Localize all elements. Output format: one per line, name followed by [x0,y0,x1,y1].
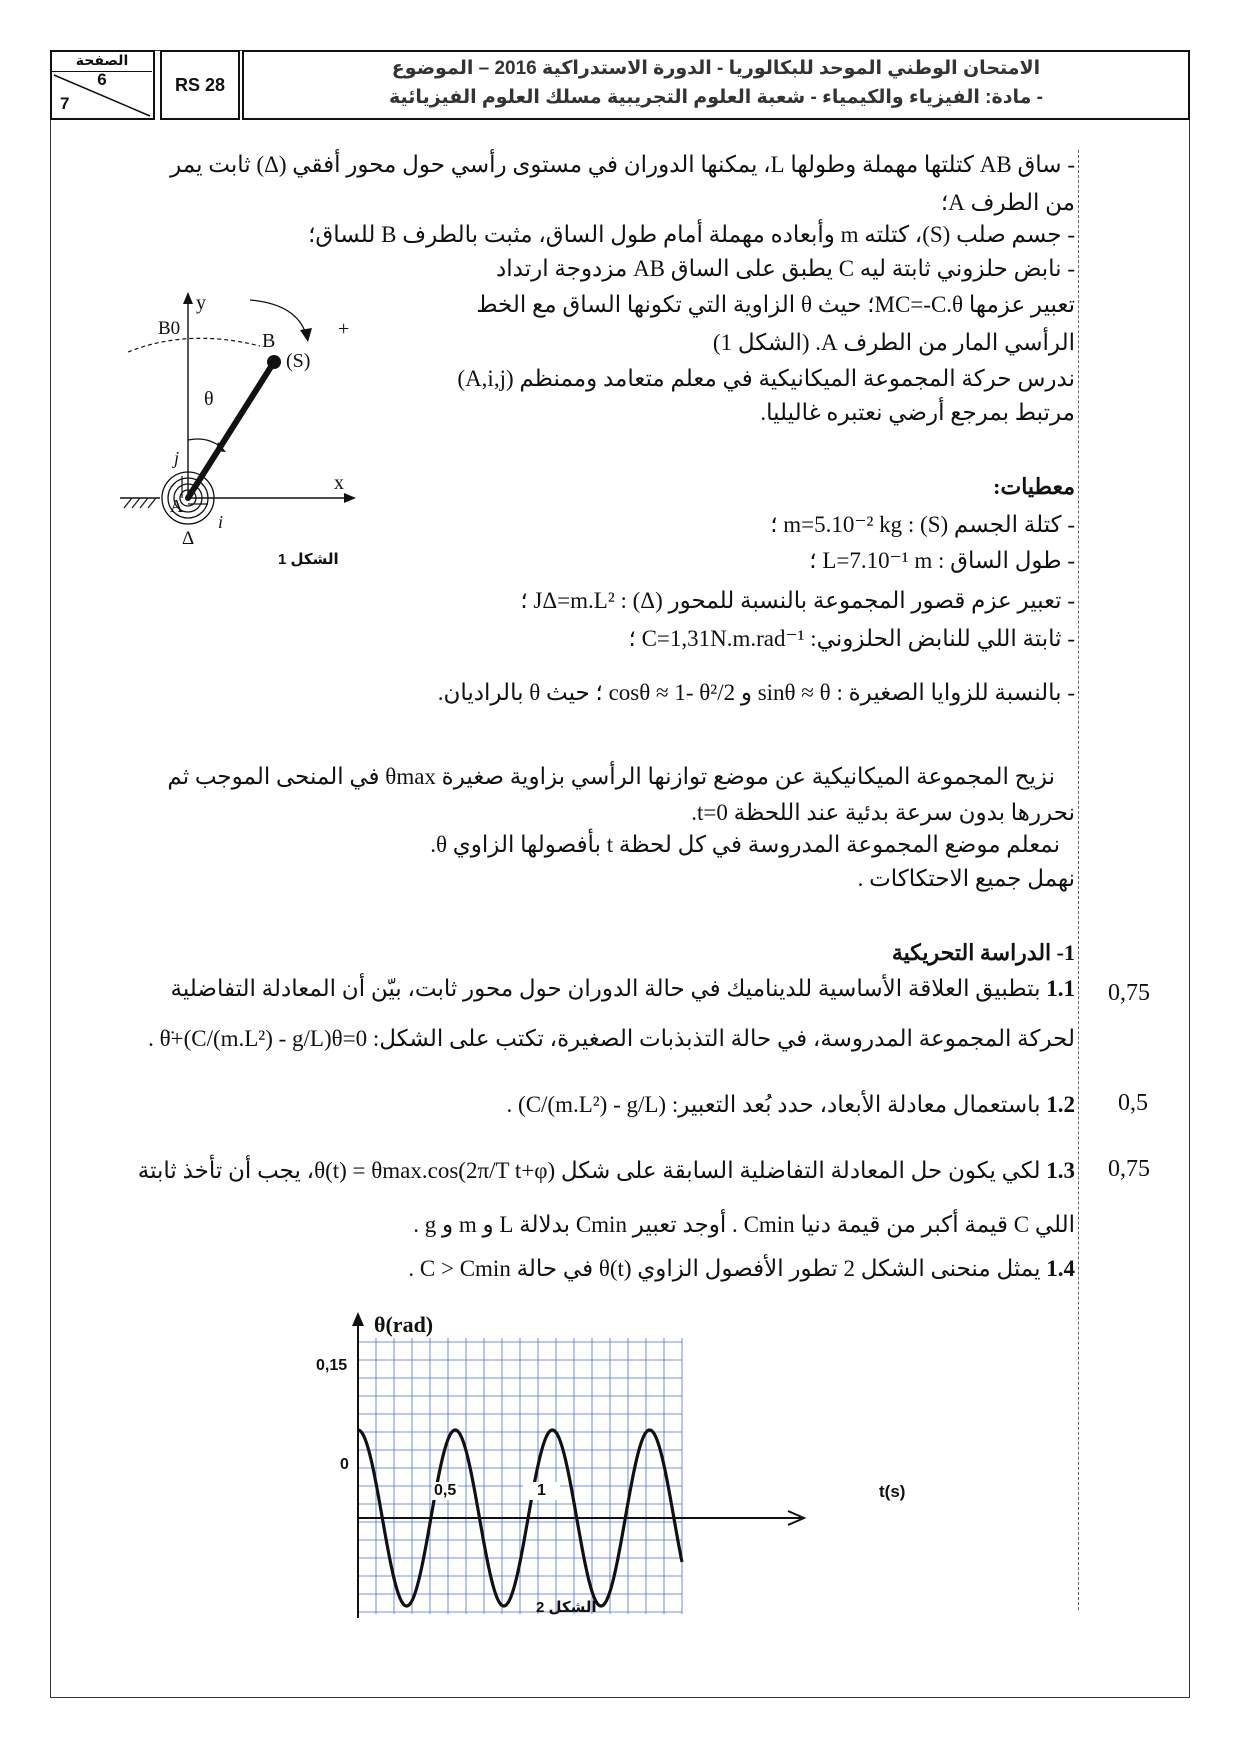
fig1-label-b: B [262,330,276,352]
intro-line-8: مرتبط بمرجع أرضي نعتبره غاليليا. [760,400,1075,425]
fig1-label-b0: B0 [158,318,181,339]
fig1-label-s: (S) [286,350,311,372]
intro-line-7: ندرس حركة المجموعة الميكانيكية في معلم متعامد وممنظم (A,i,j) [457,366,1075,391]
intro-line-6: الرأسي المار من الطرف A. (الشكل 1) [712,330,1075,355]
intro-line-3: - جسم صلب (S)، كتلته m وأبعاده مهملة أمام طول الساق، مثبت بالطرف B للساق؛ [308,222,1075,247]
fig1-label-i: i [218,512,224,532]
intro-line-2: من الطرف A؛ [940,190,1075,215]
chart-xlabel: t(s) [879,1482,906,1501]
chart-caption: الشكل 2 [536,1599,597,1616]
section-title: 1- الدراسة التحريكية [891,940,1075,965]
margin-divider [1078,150,1079,1610]
y-arrow [183,292,193,304]
q-1-4-text: يمثل منحنى الشكل 2 تطور الأفصول الزاوي θ(t) في حالة C > Cmin . [408,1256,1041,1281]
intro-line-5: تعبير عزمها MC=-C.θ؛ حيث θ الزاوية التي تكونها الساق مع الخط [476,292,1075,317]
title-box [242,50,1190,120]
ytick-label-0: 0 [340,1456,349,1473]
page-number-box [50,50,155,120]
intro-line-4: - نابض حلزوني ثابتة ليه C يطبق على الساق AB مزدوجة ارتداد [496,256,1075,281]
question-1-4 [408,1256,1075,1282]
fig1-label-plus: + [338,318,350,340]
fig1-label-a: A [170,496,183,516]
ground-hatch [124,498,156,508]
fig1-label-delta: Δ [182,528,195,549]
exam-title-line1: الامتحان الوطني الموحد للبكالوريا - الدورة الاستدراكية 2016 – الموضوع [391,58,1041,79]
question-1-1 [171,976,1075,1002]
q-1-2-text: باستعمال معادلة الأبعاد، حدد بُعد التعبير: (C/(m.L²) - g/L) . [506,1092,1041,1117]
intro-line-1: - ساق AB كتلتها مهملة وطولها L، يمكنها الدوران في مستوى رأسي حول محور أفقي (Δ) ثابت يمر [170,152,1075,177]
data-item-5: - بالنسبة للزوايا الصغيرة : sinθ ≈ θ و cosθ ≈ 1- θ²/2 ؛ حيث θ بالراديان. [437,680,1075,705]
q-1-2-mark: 0,5 [1118,1090,1148,1116]
data-item-3: - تعبير عزم قصور المجموعة بالنسبة للمحور (Δ) : JΔ=m.L² ؛ [520,588,1075,613]
question-1-3 [138,1158,1075,1184]
theta-arc [188,439,222,448]
data-item-4: - ثابتة اللي للنابض الحلزوني: C=1,31N.m.rad⁻¹ ؛ [628,626,1075,651]
q-1-3-text: لكي يكون حل المعادلة التفاضلية السابقة على شكل θ(t) = θmax.cos(2π/T t+φ)، يجب أن تأخذ ثابتة [137,1158,1041,1183]
page-label: الصفحة [75,52,129,68]
ytick-label-0-15: 0,15 [316,1357,348,1374]
q-1-1-text: بتطبيق العلاقة الأساسية للديناميك في حالة الدوران حول محور ثابت، بيّن أن المعادلة التفاضلية [170,976,1041,1001]
q-1-2-num: 1.2 [1046,1092,1075,1117]
question-1-1-line2: لحركة المجموعة المدروسة، في حالة التذبذبات الصغيرة، تكتب على الشكل: θ̈+(C/(m.L²) - g/L)θ=0 . [148,1026,1075,1051]
q-1-1-num: 1.1 [1046,976,1075,1001]
rotation-arrow [250,300,306,334]
x-arrow [344,493,356,503]
procedure-line-1: نزيح المجموعة الميكانيكية عن موضع توازنها الرأسي بزاوية صغيرة θmax في المنحى الموجب ثم [167,764,1055,789]
fig1-label-theta: θ [204,388,214,410]
q-1-3-mark: 0,75 [1108,1156,1150,1182]
figure2-chart [310,1310,920,1730]
fig1-label-x: x [334,472,344,494]
exam-title-line2: - مادة: الفيزياء والكيمياء - شعبة العلوم التجريبية مسلك العلوم الفيزيائية [389,87,1043,108]
fig1-label-y: y [196,292,206,314]
chart-ylabel: θ(rad) [374,1312,434,1337]
procedure-line-2: نحررها بدون سرعة بدئية عند اللحظة t=0. [691,800,1075,825]
rotation-arrowhead [300,328,312,342]
fig1-caption: الشكل 1 [278,551,339,568]
exam-code: RS 28 [174,74,226,95]
rod-ab [188,362,274,498]
pivot-a [185,495,191,501]
xtick-label-1: 1 [523,1482,560,1500]
data-title: معطيات: [993,474,1075,499]
q-1-3-num: 1.3 [1046,1158,1075,1183]
exam-code-box [160,50,240,120]
data-item-2: - طول الساق : L=7.10⁻¹ m ؛ [809,548,1075,573]
trajectory-arc [128,338,260,352]
q-1-1-mark: 0,75 [1108,980,1150,1006]
solid-s [267,355,281,369]
question-1-2 [507,1092,1075,1118]
data-item-1: - كتلة الجسم (S) : m=5.10⁻² kg ؛ [770,512,1075,537]
procedure-line-3: نمعلم موضع المجموعة المدروسة في كل لحظة t بأفصولها الزاوي θ. [430,832,1060,857]
question-1-3-line2: اللي C قيمة أكبر من قيمة دنيا Cmin . أوجد تعبير Cmin بدلالة L و m و g . [413,1212,1075,1237]
xtick-label-0-5: 0,5 [434,1482,457,1499]
y-axis-arrow [352,1312,364,1326]
q-1-4-num: 1.4 [1046,1256,1075,1281]
procedure-line-4: نهمل جميع الاحتكاكات . [857,866,1075,891]
fig1-label-j: j [174,448,180,468]
page-total: 7 [60,94,70,113]
page-number: 6 [97,70,107,89]
